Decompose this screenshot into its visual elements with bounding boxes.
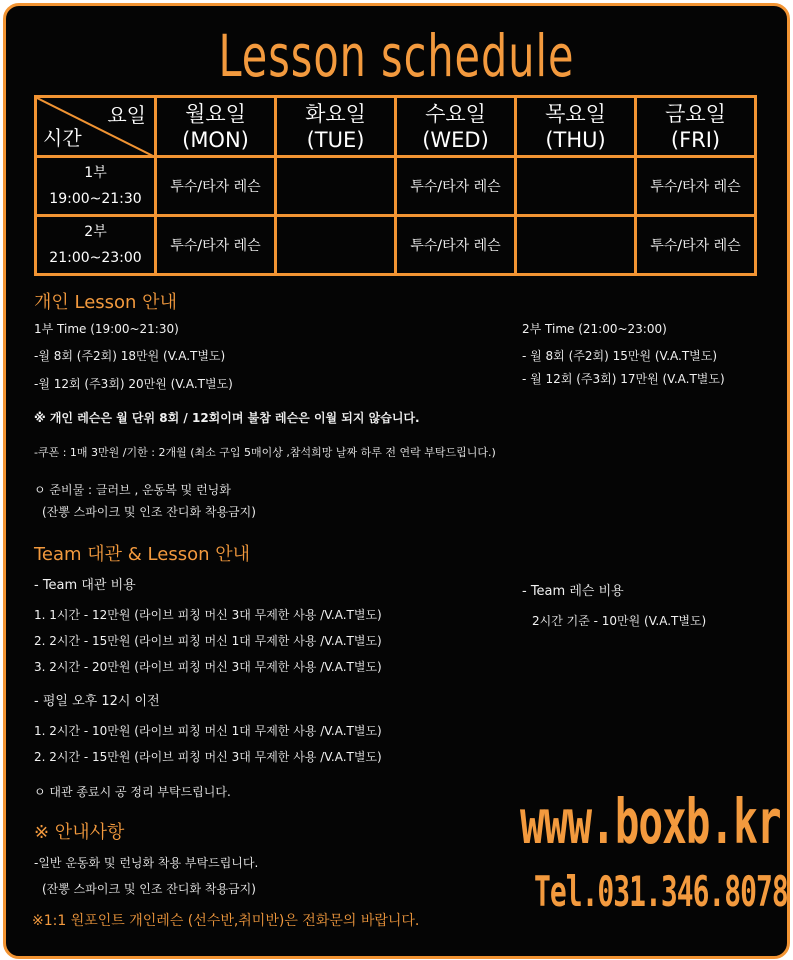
schedule-row-1 [36, 157, 756, 216]
team-rental-label: - Team 대관 비용 [34, 578, 136, 593]
phone-number: Tel.031.346.8078 [534, 867, 788, 917]
team-lesson-item: 2시간 기준 - 10만원 (V.A.T별도) [532, 614, 707, 628]
website-url: www.boxb.kr [520, 786, 781, 858]
oneonone-note: ※1:1 원포인트 개인레슨 (선수반,취미반)은 전화문의 바랍니다. [32, 913, 420, 929]
schedule-cell [276, 157, 396, 216]
personal-lesson-heading: 개인 Lesson 안내 [34, 292, 177, 313]
day-header-fri: 금요일 (FRI) [636, 97, 756, 157]
day-header-mon: 월요일 (MON) [156, 97, 276, 157]
part2-item: - 월 12회 (주3회) 17만원 (V.A.T별도) [522, 372, 725, 386]
part2-time: 2부 Time (21:00~23:00) [522, 322, 667, 336]
cleanup-note: ㅇ 대관 종료시 공 정리 부탁드립니다. [34, 785, 231, 799]
schedule-cell: 투수/타자 레슨 [396, 216, 516, 275]
part1-item: -월 8회 (주2회) 18만원 (V.A.T별도) [34, 349, 226, 363]
schedule-table [34, 95, 757, 276]
schedule-cell [516, 216, 636, 275]
row-time-cell: 2부 21:00~23:00 [36, 216, 156, 275]
schedule-cell: 투수/타자 레슨 [636, 216, 756, 275]
notes-item: -일반 운동화 및 런닝화 착용 부탁드립니다. [34, 856, 259, 870]
prep-info: ㅇ 준비물 : 글러브 , 운동복 및 런닝화 [34, 483, 231, 497]
part1-time: 1부 Time (19:00~21:30) [34, 322, 179, 336]
schedule-cell: 투수/타자 레슨 [156, 216, 276, 275]
page-title: Lesson schedule [218, 22, 575, 90]
team-rental-item: 3. 2시간 - 20만원 (라이브 피칭 머신 3대 무제한 사용 /V.A.T별도) [34, 660, 382, 674]
team-heading: Team 대관 & Lesson 안내 [34, 544, 251, 565]
schedule-header-row [36, 97, 756, 157]
team-rental-item: 2. 2시간 - 15만원 (라이브 피칭 머신 1대 무제한 사용 /V.A.T별도) [34, 634, 382, 648]
prep-note: (잔뽕 스파이크 및 인조 잔디화 착용금지) [42, 505, 256, 519]
day-header-wed: 수요일 (WED) [396, 97, 516, 157]
schedule-cell [276, 216, 396, 275]
weekday-item: 1. 2시간 - 10만원 (라이브 피칭 머신 1대 무제한 사용 /V.A.T별도) [34, 724, 382, 738]
part2-item: - 월 8회 (주2회) 15만원 (V.A.T별도) [522, 349, 718, 363]
corner-time-label: 시간 [43, 126, 82, 150]
schedule-cell: 투수/타자 레슨 [396, 157, 516, 216]
schedule-row-2 [36, 216, 756, 275]
coupon-info: -쿠폰 : 1매 3만원 /기한 : 2개월 (최소 구입 5매이상 ,참석희망 날짜 하루 전 연락 부탁드립니다.) [34, 446, 496, 459]
weekday-item: 2. 2시간 - 15만원 (라이브 피칭 머신 3대 무제한 사용 /V.A.T별도) [34, 750, 382, 764]
part1-item: -월 12회 (주3회) 20만원 (V.A.T별도) [34, 377, 233, 391]
schedule-cell: 투수/타자 레슨 [156, 157, 276, 216]
row-time-cell: 1부 19:00~21:30 [36, 157, 156, 216]
day-header-tue: 화요일 (TUE) [276, 97, 396, 157]
personal-notice: ※ 개인 레슨은 월 단위 8회 / 12회이며 불참 레슨은 이월 되지 않습니다. [34, 411, 420, 425]
notes-item: (잔뽕 스파이크 및 인조 잔디화 착용금지) [42, 882, 256, 896]
corner-day-label: 요일 [107, 103, 146, 127]
team-lesson-label: - Team 레슨 비용 [522, 584, 624, 599]
team-rental-item: 1. 1시간 - 12만원 (라이브 피칭 머신 3대 무제한 사용 /V.A.T별도) [34, 608, 382, 622]
schedule-cell: 투수/타자 레슨 [636, 157, 756, 216]
weekday-label: - 평일 오후 12시 이전 [34, 694, 160, 709]
day-header-thu: 목요일 (THU) [516, 97, 636, 157]
schedule-cell [516, 157, 636, 216]
notes-heading: ※ 안내사항 [34, 822, 125, 843]
corner-cell [36, 97, 156, 157]
